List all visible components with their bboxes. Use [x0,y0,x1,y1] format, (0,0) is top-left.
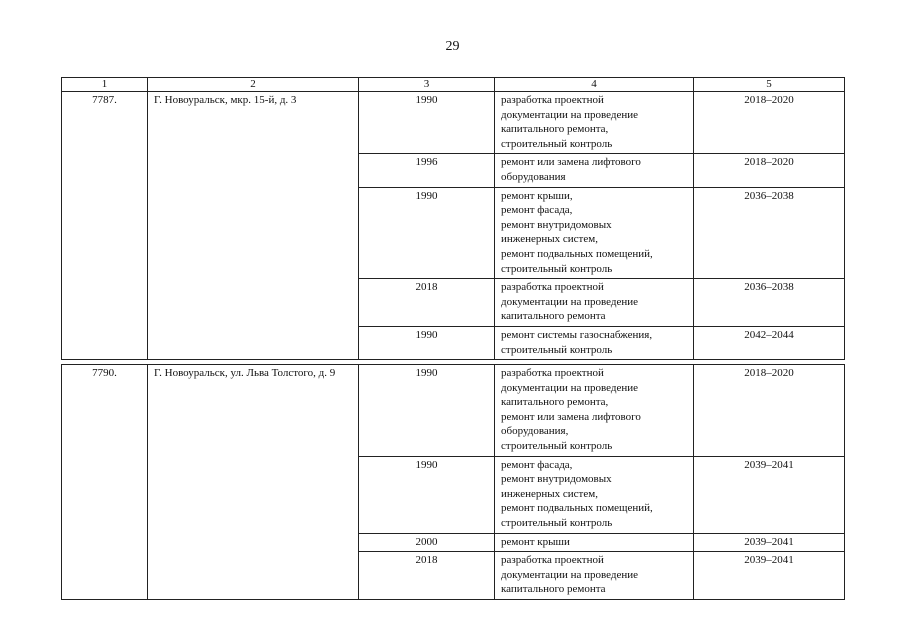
repair-period: 2039–2041 [694,552,845,600]
work-line: ремонт подвальных помещений, [501,502,653,515]
column-header: 3 [359,78,495,92]
work-line: оборудования [501,170,566,183]
work-type [495,533,694,552]
commission-year: 1996 [359,154,495,187]
work-line: ремонт фасада, [501,458,573,471]
work-line: ремонт системы газоснабжения, [501,328,653,341]
object-address: Г. Новоуральск, мкр. 15-й, д. 3 [148,92,359,360]
work-type [495,326,694,359]
work-line: разработка проектной [501,554,604,567]
repair-period: 2036–2038 [694,279,845,327]
page-number: 29 [445,39,460,54]
work-line: капитального ремонта, [501,123,609,136]
commission-year: 1990 [359,92,495,154]
work-line: инженерных систем, [501,233,598,246]
work-line: документации на проведение [501,108,639,121]
work-line: документации на проведение [501,381,639,394]
column-header: 4 [495,78,694,92]
work-line: строительный контроль [501,517,613,530]
capital-repair-table [61,77,845,600]
work-line: строительный контроль [501,262,613,275]
table-row [62,92,845,154]
work-line: документации на проведение [501,568,639,581]
commission-year: 1990 [359,326,495,359]
column-header: 2 [148,78,359,92]
commission-year: 1990 [359,456,495,533]
repair-period: 2018–2020 [694,92,845,154]
commission-year: 2000 [359,533,495,552]
commission-year: 1990 [359,365,495,457]
work-type [495,187,694,279]
repair-period: 2039–2041 [694,456,845,533]
column-header: 1 [62,78,148,92]
work-type [495,92,694,154]
object-number: 7787. [62,92,148,360]
header-row [62,78,845,92]
work-line: строительный контроль [501,343,613,356]
commission-year: 2018 [359,552,495,600]
work-type [495,552,694,600]
work-line: ремонт крыши, [501,189,573,202]
work-line: ремонт фасада, [501,204,573,217]
commission-year: 1990 [359,187,495,279]
work-line: документации на проведение [501,295,639,308]
object-number: 7790. [62,365,148,600]
work-line: ремонт или замена лифтового [501,410,641,423]
work-type [495,456,694,533]
work-line: ремонт внутридомовых [501,218,612,231]
repair-period: 2018–2020 [694,365,845,457]
object-address: Г. Новоуральск, ул. Льва Толстого, д. 9 [148,365,359,600]
work-type [495,279,694,327]
repair-period: 2018–2020 [694,154,845,187]
work-line: ремонт или замена лифтового [501,156,641,169]
repair-period: 2042–2044 [694,326,845,359]
repair-period: 2036–2038 [694,187,845,279]
work-line: инженерных систем, [501,487,598,500]
work-line: ремонт подвальных помещений, [501,247,653,260]
work-line: разработка проектной [501,367,604,380]
table-row [62,365,845,457]
work-line: оборудования, [501,425,569,438]
repair-period: 2039–2041 [694,533,845,552]
work-line: капитального ремонта [501,310,606,323]
work-line: ремонт крыши [501,535,570,548]
work-line: капитального ремонта [501,583,606,596]
column-header: 5 [694,78,845,92]
work-line: строительный контроль [501,440,613,453]
work-type [495,365,694,457]
work-line: разработка проектной [501,94,604,106]
work-line: строительный контроль [501,137,613,150]
work-line: ремонт внутридомовых [501,473,612,486]
work-type [495,154,694,187]
work-line: разработка проектной [501,281,604,294]
work-line: капитального ремонта, [501,396,609,409]
commission-year: 2018 [359,279,495,327]
